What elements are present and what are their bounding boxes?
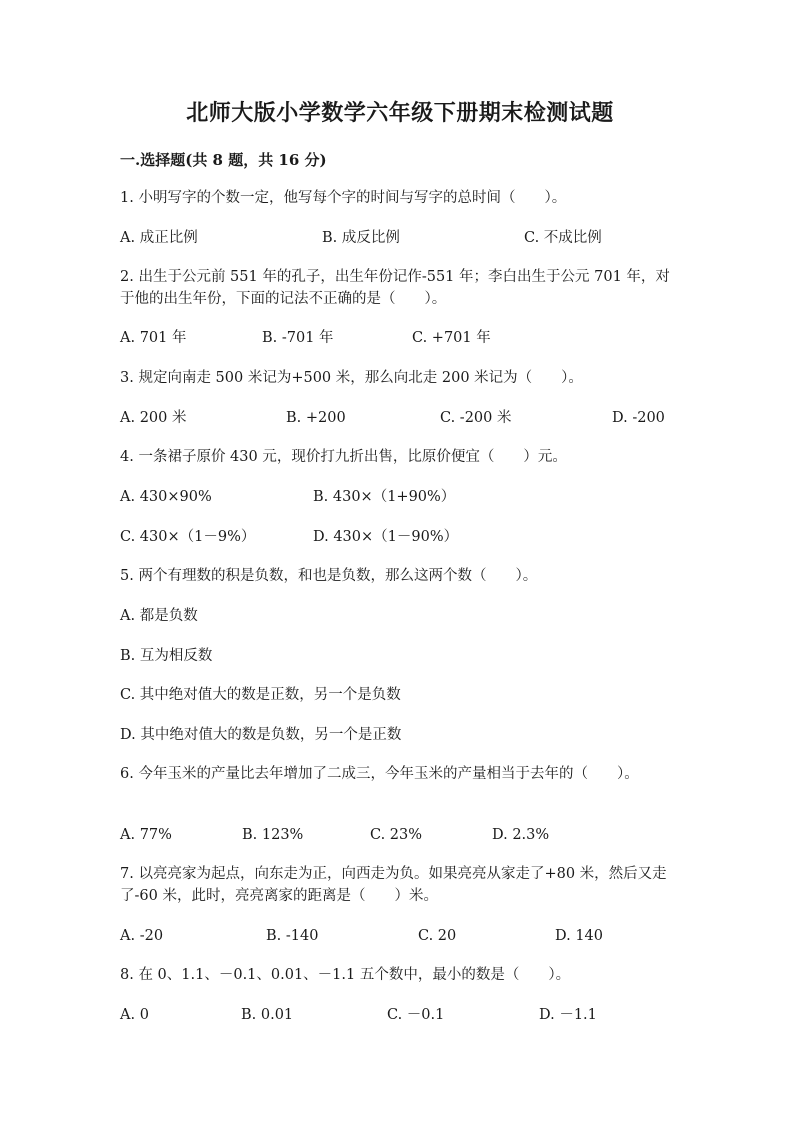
question-3-stem: 3. 规定向南走 500 米记为+500 米，那么向北走 200 米记为（ ）。 bbox=[120, 370, 583, 386]
question-7-option-b[interactable]: B. -140 bbox=[266, 928, 319, 944]
page-title: 北师大版小学数学六年级下册期末检测试题 bbox=[186, 100, 614, 126]
question-8-option-c[interactable]: C. －0.1 bbox=[387, 1007, 445, 1023]
question-6-option-a[interactable]: A. 77% bbox=[120, 827, 172, 843]
question-3-option-b[interactable]: B. +200 bbox=[286, 410, 346, 426]
question-1-option-b[interactable]: B. 成反比例 bbox=[322, 230, 400, 246]
question-1-option-c[interactable]: C. 不成比例 bbox=[524, 230, 602, 246]
question-6-option-d[interactable]: D. 2.3% bbox=[492, 827, 550, 843]
question-2-option-c[interactable]: C. +701 年 bbox=[412, 330, 491, 346]
question-7-option-d[interactable]: D. 140 bbox=[555, 928, 604, 944]
question-8-option-d[interactable]: D. －1.1 bbox=[539, 1007, 597, 1023]
question-3-option-c[interactable]: C. -200 米 bbox=[440, 410, 512, 426]
question-4-option-b[interactable]: B. 430×（1+90%） bbox=[313, 489, 456, 505]
question-7-stem: 7. 以亮亮家为起点，向东走为正，向西走为负。如果亮亮从家走了+80 米，然后又走了-60 米，此时，亮亮离家的距离是（ ）米。 bbox=[120, 866, 667, 904]
question-7-option-c[interactable]: C. 20 bbox=[418, 928, 457, 944]
question-6-option-c[interactable]: C. 23% bbox=[370, 827, 423, 843]
question-3-option-a[interactable]: A. 200 米 bbox=[120, 410, 187, 426]
question-3-option-d[interactable]: D. -200 bbox=[612, 410, 665, 426]
question-4-option-d[interactable]: D. 430×（1－90%） bbox=[313, 529, 459, 545]
question-5-option-b[interactable]: B. 互为相反数 bbox=[120, 648, 213, 664]
question-4-stem: 4. 一条裙子原价 430 元，现价打九折出售，比原价便宜（ ）元。 bbox=[120, 449, 567, 465]
question-2-option-a[interactable]: A. 701 年 bbox=[120, 330, 187, 346]
question-2-stem: 2. 出生于公元前 551 年的孔子，出生年份记作-551 年；李白出生于公元 701 年，对于他的出生年份，下面的记法不正确的是（ ）。 bbox=[120, 269, 670, 307]
question-6-stem: 6. 今年玉米的产量比去年增加了二成三，今年玉米的产量相当于去年的（ ）。 bbox=[120, 766, 639, 782]
question-5-option-a[interactable]: A. 都是负数 bbox=[120, 608, 198, 624]
question-4-option-a[interactable]: A. 430×90% bbox=[120, 489, 212, 505]
question-8-option-b[interactable]: B. 0.01 bbox=[241, 1007, 294, 1023]
question-5-option-c[interactable]: C. 其中绝对值大的数是正数，另一个是负数 bbox=[120, 687, 401, 703]
question-4-option-c[interactable]: C. 430×（1－9%） bbox=[120, 529, 256, 545]
question-8-option-a[interactable]: A. 0 bbox=[120, 1007, 149, 1023]
question-1-stem: 1. 小明写字的个数一定，他写每个字的时间与写字的总时间（ ）。 bbox=[120, 190, 567, 206]
question-7-option-a[interactable]: A. -20 bbox=[120, 928, 164, 944]
question-8-stem: 8. 在 0、1.1、－0.1、0.01、－1.1 五个数中，最小的数是（ ）。 bbox=[120, 967, 571, 983]
question-2-option-b[interactable]: B. -701 年 bbox=[262, 330, 334, 346]
question-5-option-d[interactable]: D. 其中绝对值大的数是负数，另一个是正数 bbox=[120, 727, 402, 743]
section-heading: 一.选择题(共 8 题，共 16 分) bbox=[120, 151, 327, 169]
question-6-option-b[interactable]: B. 123% bbox=[242, 827, 304, 843]
question-5-stem: 5. 两个有理数的积是负数，和也是负数，那么这两个数（ ）。 bbox=[120, 568, 538, 584]
question-1-option-a[interactable]: A. 成正比例 bbox=[120, 230, 198, 246]
